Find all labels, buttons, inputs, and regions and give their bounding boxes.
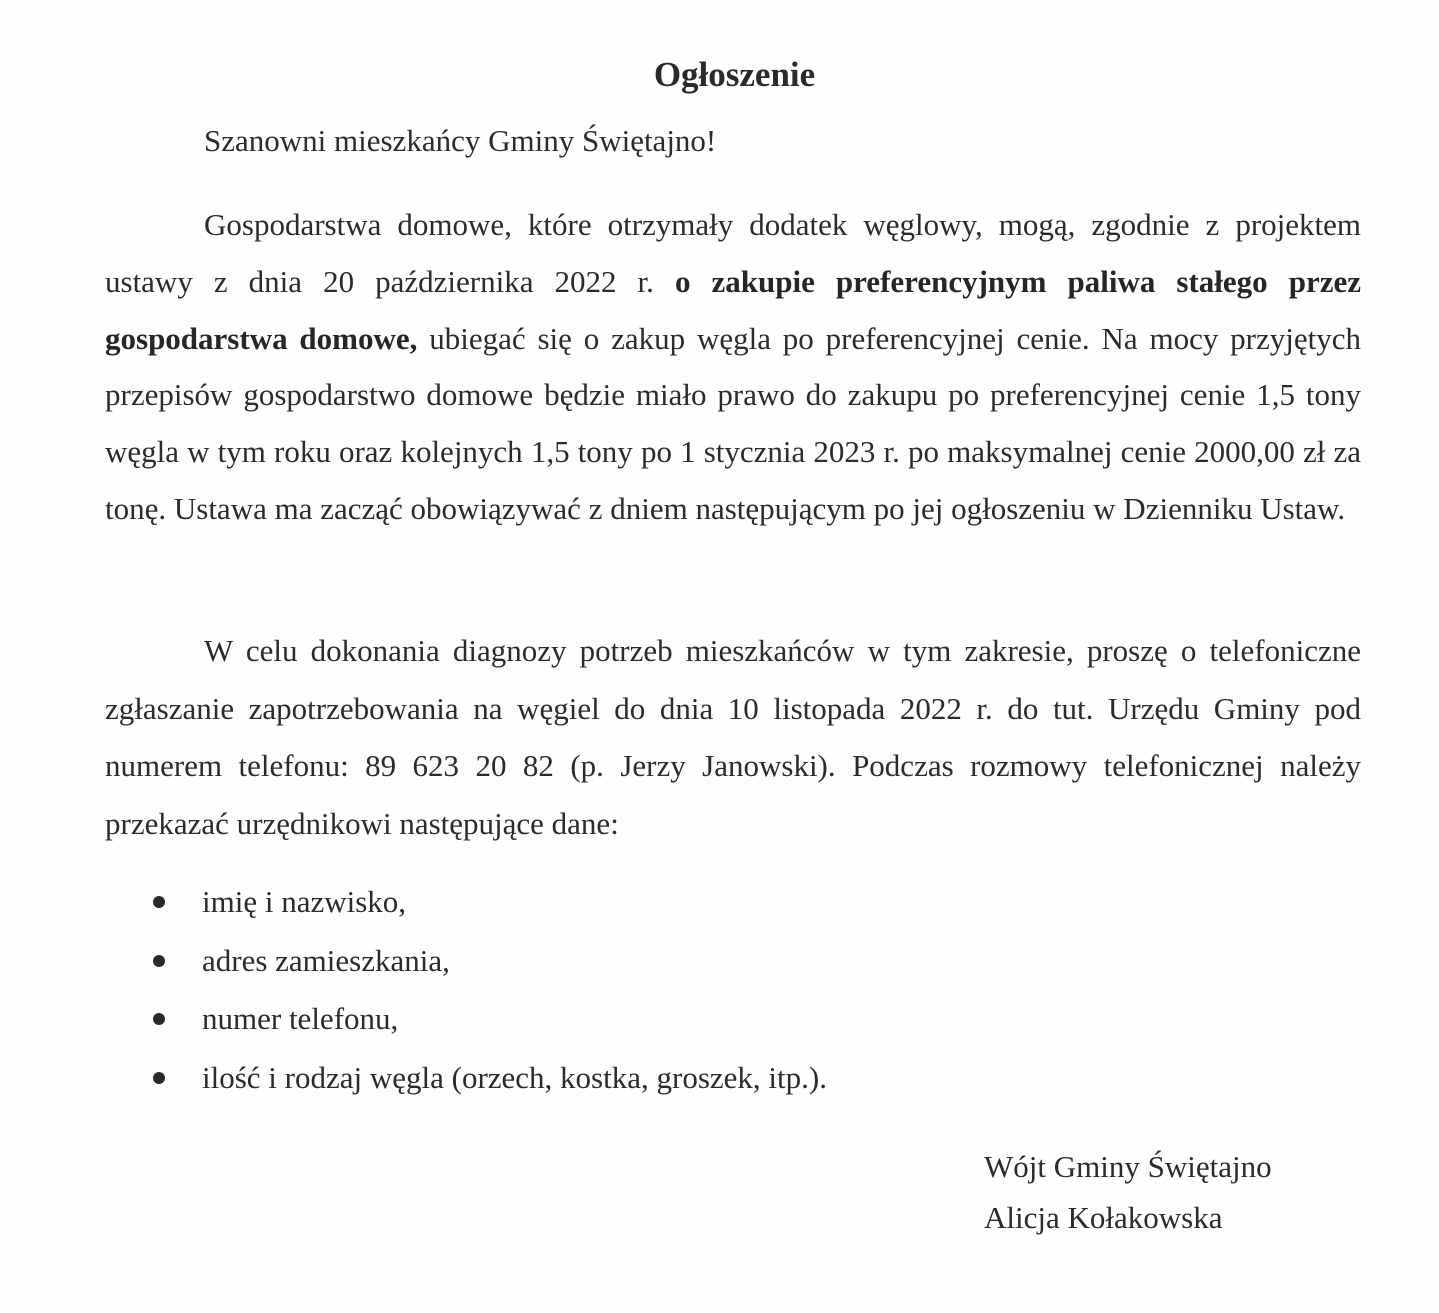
paragraph-2: W celu dokonania diagnozy potrzeb mieszkańców w tym zakresie, proszę o telefoniczne zgłaszanie zapotrzebowania na węgiel do dnia 10 listopada 2022 r. do tut. Urzędu Gminy pod numerem telefonu: 89 623 20 82 (p. Jerzy Janowski). Podczas rozmowy telefonicznej należy przekazać urzędnikowi następujące dane: xyxy=(105,633,1361,841)
list-item-text: numer telefonu, xyxy=(202,1001,399,1036)
greeting: Szanowni mieszkańcy Gminy Świętajno! xyxy=(204,123,717,158)
signature-name: Alicja Kołakowska xyxy=(984,1200,1223,1235)
bullet-icon xyxy=(153,896,165,908)
paragraph-1 xyxy=(105,197,1361,538)
bullet-icon xyxy=(153,955,165,967)
paragraph-1-rest: ubiegać się o zakup węgla po preferencyjnej cenie. Na mocy przyjętych przepisów gospodarstwo domowe będzie miało prawo do zakupu po preferencyjnej cenie 1,5 tony węgla w tym roku oraz kolejnych 1,5 tony po 1 stycznia 2023 r. po maksymalnej cenie 2000,00 zł za tonę. Ustawa ma zacząć obowiązywać z dniem następującym po jej ogłoszeniu w Dzienniku Ustaw. xyxy=(105,320,1361,526)
document-title: Ogłoszenie xyxy=(653,55,816,94)
signature-block xyxy=(984,1141,1272,1243)
signature-position: Wójt Gminy Świętajno xyxy=(984,1149,1272,1184)
list-item-text: imię i nazwisko, xyxy=(202,884,407,919)
list-item-text: adres zamieszkania, xyxy=(202,942,450,978)
paragraph-1-intro: Gospodarstwa domowe, które otrzymały dodatek węglowy, mogą, zgodnie z projektem ustawy z dnia 20 października 2022 r. xyxy=(105,207,1361,299)
bullet-icon xyxy=(153,1013,165,1025)
bullet-icon xyxy=(153,1072,165,1084)
act-title-bold: o zakupie preferencyjnym paliwa stałego przez gospodarstwa domowe, xyxy=(105,263,1361,356)
list-item-text: ilość i rodzaj węgla (orzech, kostka, groszek, itp.). xyxy=(202,1059,827,1095)
